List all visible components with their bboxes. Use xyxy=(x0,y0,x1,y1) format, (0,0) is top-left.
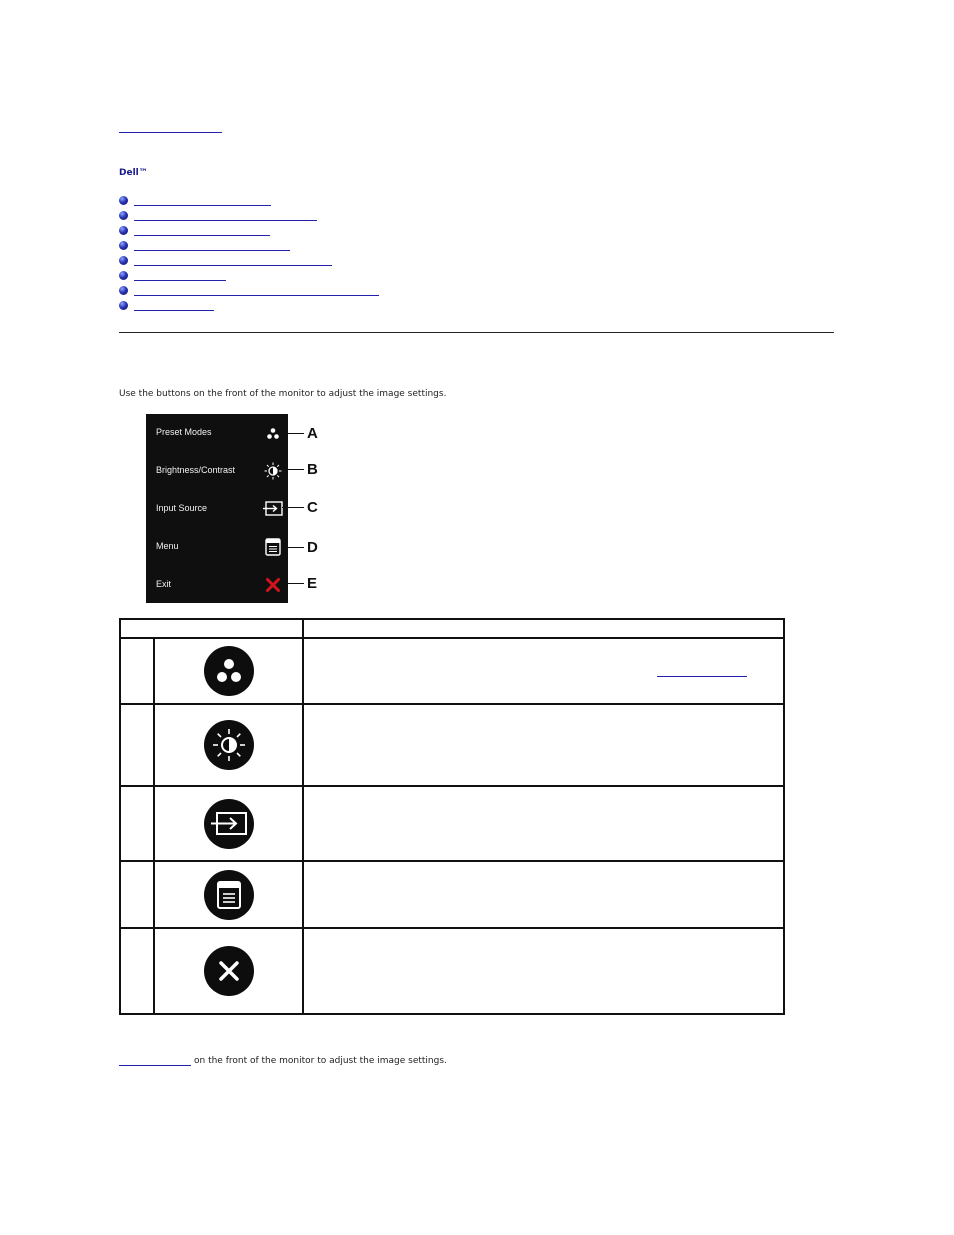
table-cell xyxy=(120,638,154,704)
toc-item xyxy=(119,208,379,223)
table-desc-cell xyxy=(303,786,784,861)
exit-icon xyxy=(204,946,254,996)
toc-link[interactable] xyxy=(134,301,214,311)
exit-icon xyxy=(265,577,281,593)
toc-link[interactable] xyxy=(134,226,270,236)
bullet-icon xyxy=(119,226,128,235)
input-source-icon xyxy=(204,799,254,849)
toc-item xyxy=(119,298,379,313)
table-row xyxy=(120,861,784,928)
table-icon-cell xyxy=(154,928,303,1014)
preset-modes-icon xyxy=(204,646,254,696)
table-desc-cell xyxy=(303,928,784,1014)
toc-item xyxy=(119,253,379,268)
bullet-icon xyxy=(119,196,128,205)
table-icon-cell xyxy=(154,704,303,786)
table-icon-cell xyxy=(154,786,303,861)
footer-text-body: on the front of the monitor to adjust the image settings. xyxy=(194,1056,447,1066)
front-panel-illustration xyxy=(146,414,288,603)
panel-label-input-source: Input Source xyxy=(156,503,208,513)
toc-item xyxy=(119,238,379,253)
intro-text: Use the buttons on the front of the monitor to adjust the image settings. xyxy=(119,389,447,399)
menu-icon xyxy=(265,538,281,556)
horizontal-rule xyxy=(119,332,834,333)
table-row xyxy=(120,704,784,786)
panel-label-brightness-contrast: Brightness/Contrast xyxy=(156,465,236,475)
table-row xyxy=(120,638,784,704)
table-desc-cell xyxy=(303,861,784,928)
table-row xyxy=(120,786,784,861)
button-table xyxy=(119,618,785,1015)
brightness-contrast-icon xyxy=(204,720,254,770)
top-link[interactable] xyxy=(119,122,222,133)
bullet-icon xyxy=(119,271,128,280)
table-cell xyxy=(120,704,154,786)
callout-line xyxy=(282,547,304,548)
toc-item xyxy=(119,283,379,298)
bullet-icon xyxy=(119,241,128,250)
bullet-icon xyxy=(119,286,128,295)
toc-link[interactable] xyxy=(134,196,271,206)
toc-link[interactable] xyxy=(134,256,332,266)
table-header-row xyxy=(120,619,784,638)
bullet-icon xyxy=(119,256,128,265)
brightness-contrast-icon xyxy=(264,462,282,480)
callout-line xyxy=(282,469,304,470)
toc-list xyxy=(119,193,379,313)
table-desc-cell xyxy=(303,704,784,786)
input-source-icon xyxy=(262,501,284,517)
table-desc-cell xyxy=(303,638,784,704)
footer-link[interactable] xyxy=(119,1056,191,1066)
table-cell xyxy=(120,928,154,1014)
bullet-icon xyxy=(119,301,128,310)
table-cell xyxy=(120,786,154,861)
callout-letter-c: C xyxy=(307,499,318,516)
toc-item xyxy=(119,268,379,283)
desc-link[interactable] xyxy=(657,666,747,677)
toc-link[interactable] xyxy=(134,211,317,221)
table-icon-cell xyxy=(154,638,303,704)
table-header-cell xyxy=(120,619,303,638)
callout-line xyxy=(282,433,304,434)
toc-link[interactable] xyxy=(134,286,379,296)
callout-letter-b: B xyxy=(307,461,318,478)
callout-line xyxy=(282,507,304,508)
panel-label-exit: Exit xyxy=(156,579,172,589)
callout-letter-a: A xyxy=(307,425,318,442)
toc-link[interactable] xyxy=(134,271,226,281)
table-row xyxy=(120,928,784,1014)
callout-line xyxy=(282,583,304,584)
callout-letter-d: D xyxy=(307,539,318,556)
footer-text xyxy=(119,1056,447,1066)
toc-link[interactable] xyxy=(134,241,290,251)
menu-icon xyxy=(204,870,254,920)
panel-label-menu: Menu xyxy=(156,541,179,551)
preset-modes-icon xyxy=(266,427,280,441)
table-header-cell xyxy=(303,619,784,638)
table-icon-cell xyxy=(154,861,303,928)
panel-label-preset-modes: Preset Modes xyxy=(156,427,212,437)
table-cell xyxy=(120,861,154,928)
toc-item xyxy=(119,223,379,238)
callout-letter-e: E xyxy=(307,575,318,592)
toc-item xyxy=(119,193,379,208)
bullet-icon xyxy=(119,211,128,220)
brand-title: Dell™ xyxy=(119,168,148,178)
